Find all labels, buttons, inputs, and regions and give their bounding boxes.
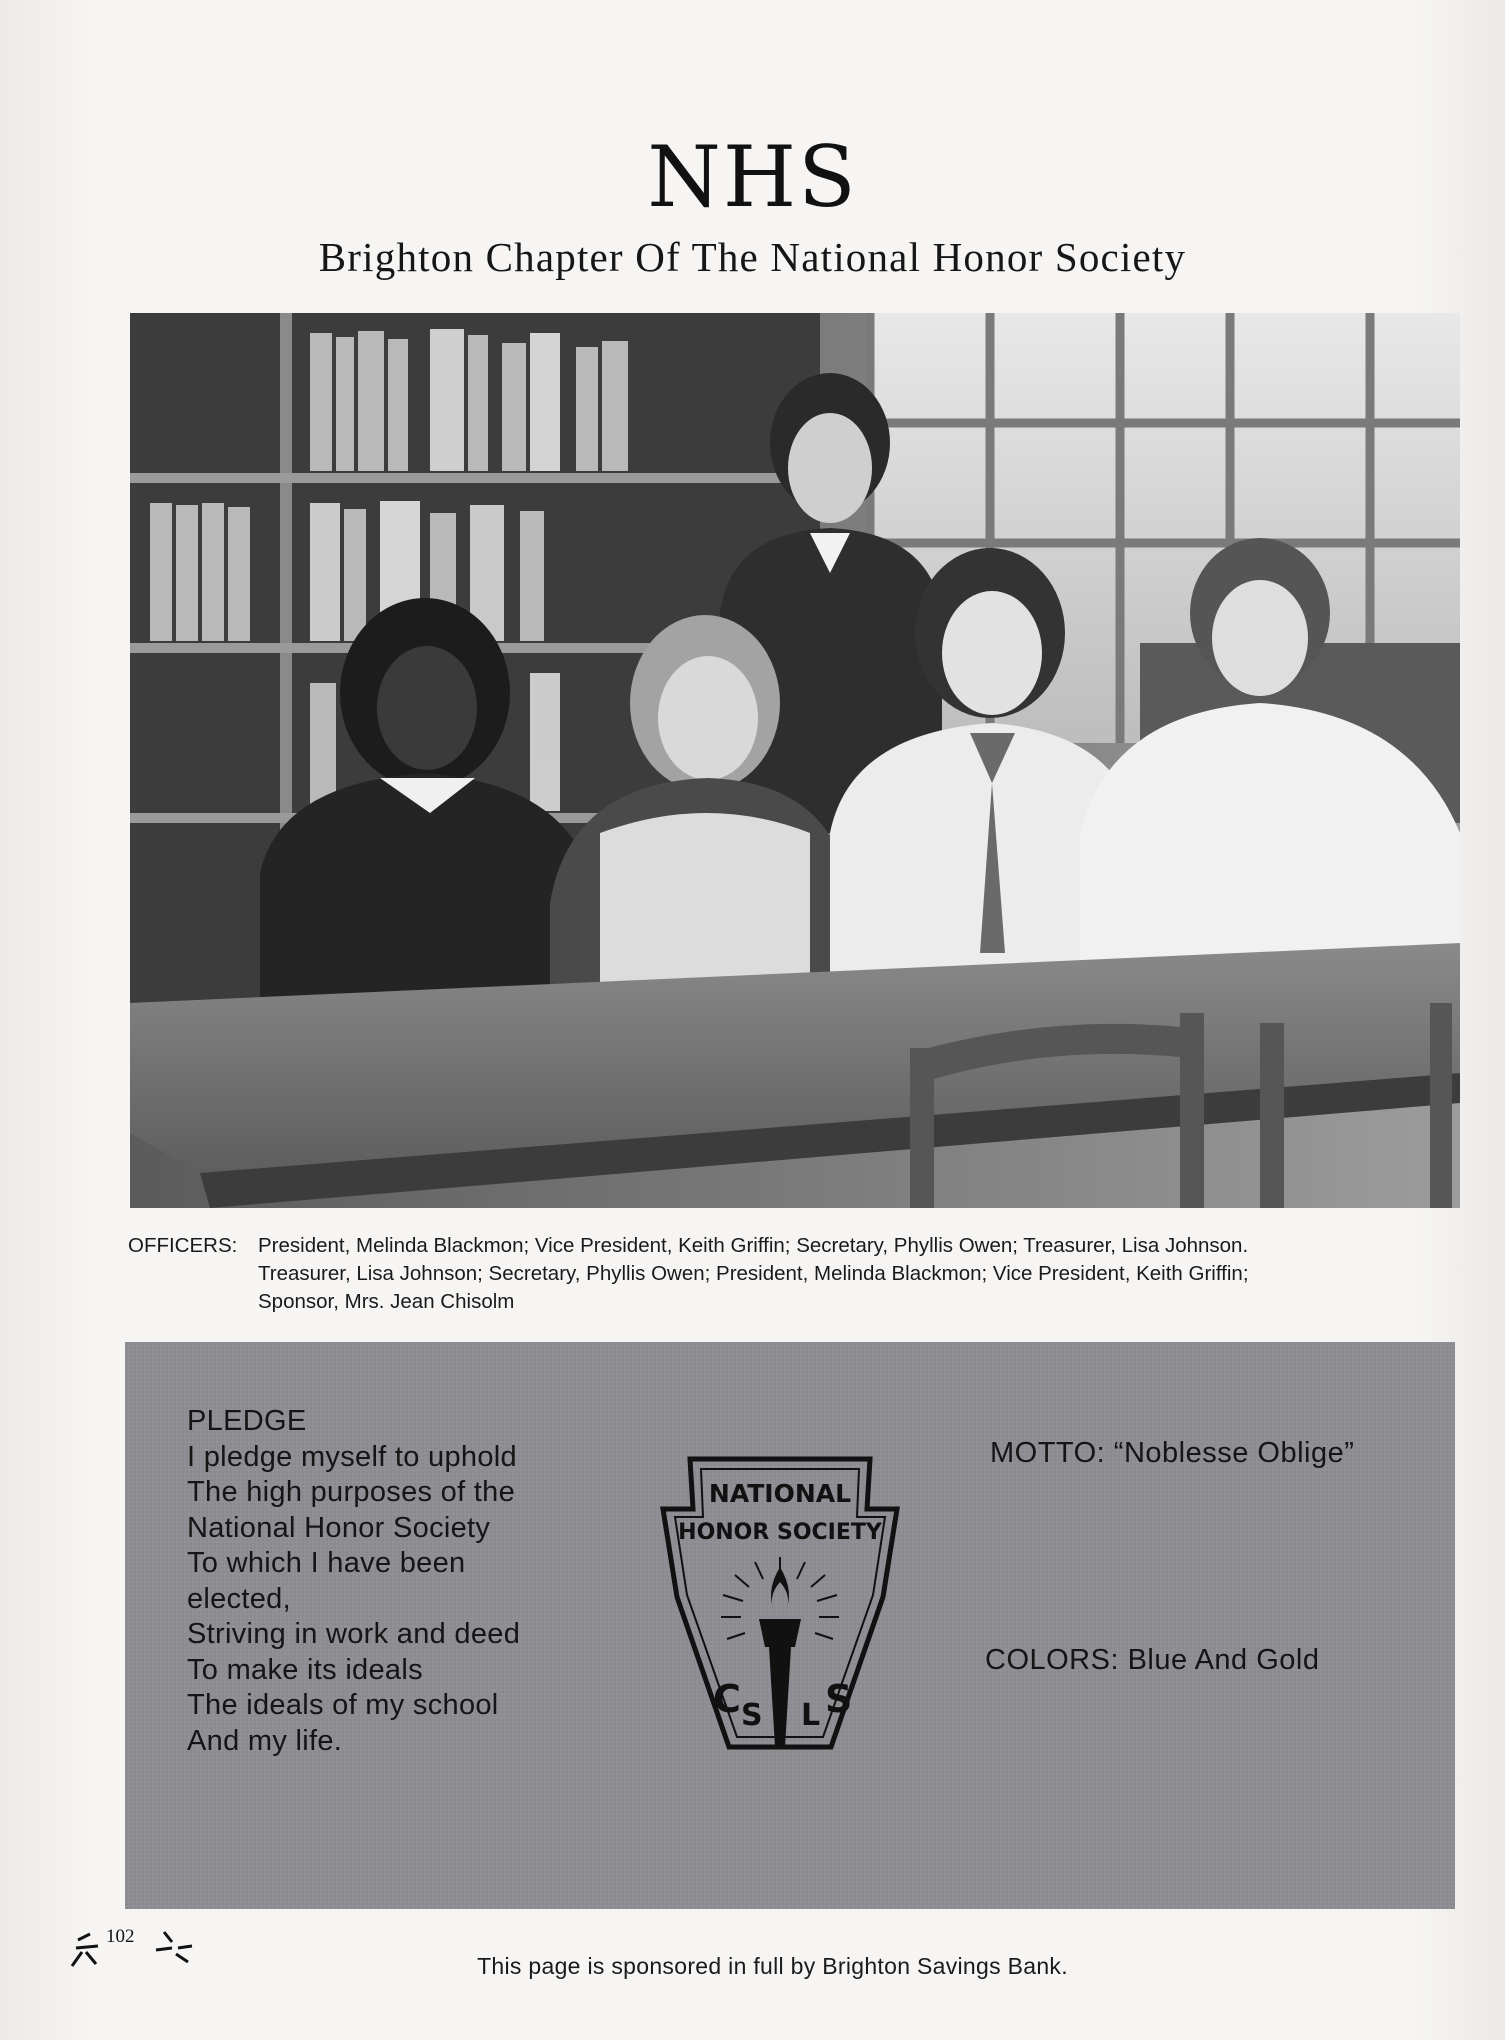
caption-line: Sponsor, Mrs. Jean Chisolm <box>258 1290 515 1313</box>
pledge-line: National Honor Society <box>187 1511 491 1544</box>
pledge-heading: PLEDGE <box>187 1405 307 1437</box>
pledge-line: elected, <box>187 1582 291 1615</box>
colors-text: COLORS: Blue And Gold <box>985 1644 1320 1676</box>
sponsor-text: This page is sponsored in full by Brighton Savings Bank. <box>477 1953 1068 1979</box>
emblem-letter: S <box>741 1698 763 1733</box>
caption-line: Treasurer, Lisa Johnson; Secretary, Phyllis Owen; President, Melinda Blackmon; Vice President, Keith Griffin; <box>258 1262 1249 1285</box>
page-subtitle: Brighton Chapter Of The National Honor Society <box>318 234 1187 280</box>
group-photo <box>130 313 1460 1208</box>
pledge-line: To which I have been <box>187 1547 466 1579</box>
motto-text: MOTTO: “Noblesse Oblige” <box>990 1437 1355 1469</box>
emblem-letter: L <box>801 1698 821 1733</box>
emblem-letter: S <box>825 1677 853 1721</box>
pledge-line: I pledge myself to uphold <box>187 1440 517 1473</box>
info-panel <box>125 1342 1455 1909</box>
pledge-line: The high purposes of the <box>187 1476 516 1508</box>
emblem-line1: NATIONAL <box>708 1479 852 1508</box>
torch-icon <box>759 1567 801 1747</box>
pledge-line: To make its ideals <box>187 1653 423 1686</box>
pledge-text <box>187 1404 607 1759</box>
emblem-letter: C <box>713 1677 741 1721</box>
nhs-keystone-emblem <box>635 1447 925 1767</box>
pledge-line: And my life. <box>187 1724 343 1757</box>
page-number: 102 <box>106 1926 135 1947</box>
page-title: NHS <box>647 128 858 226</box>
pledge-line: The ideals of my school <box>187 1689 499 1721</box>
caption-lead: OFFICERS: <box>128 1234 238 1257</box>
caption-line: President, Melinda Blackmon; Vice President, Keith Griffin; Secretary, Phyllis Owen; Treasurer, Lisa Johnson. <box>258 1234 1249 1257</box>
pledge-line: Striving in work and deed <box>187 1618 521 1650</box>
emblem-line2: HONOR SOCIETY <box>678 1520 882 1545</box>
sponsor-footer <box>0 1953 1505 1980</box>
photo-illustration <box>130 313 1460 1208</box>
